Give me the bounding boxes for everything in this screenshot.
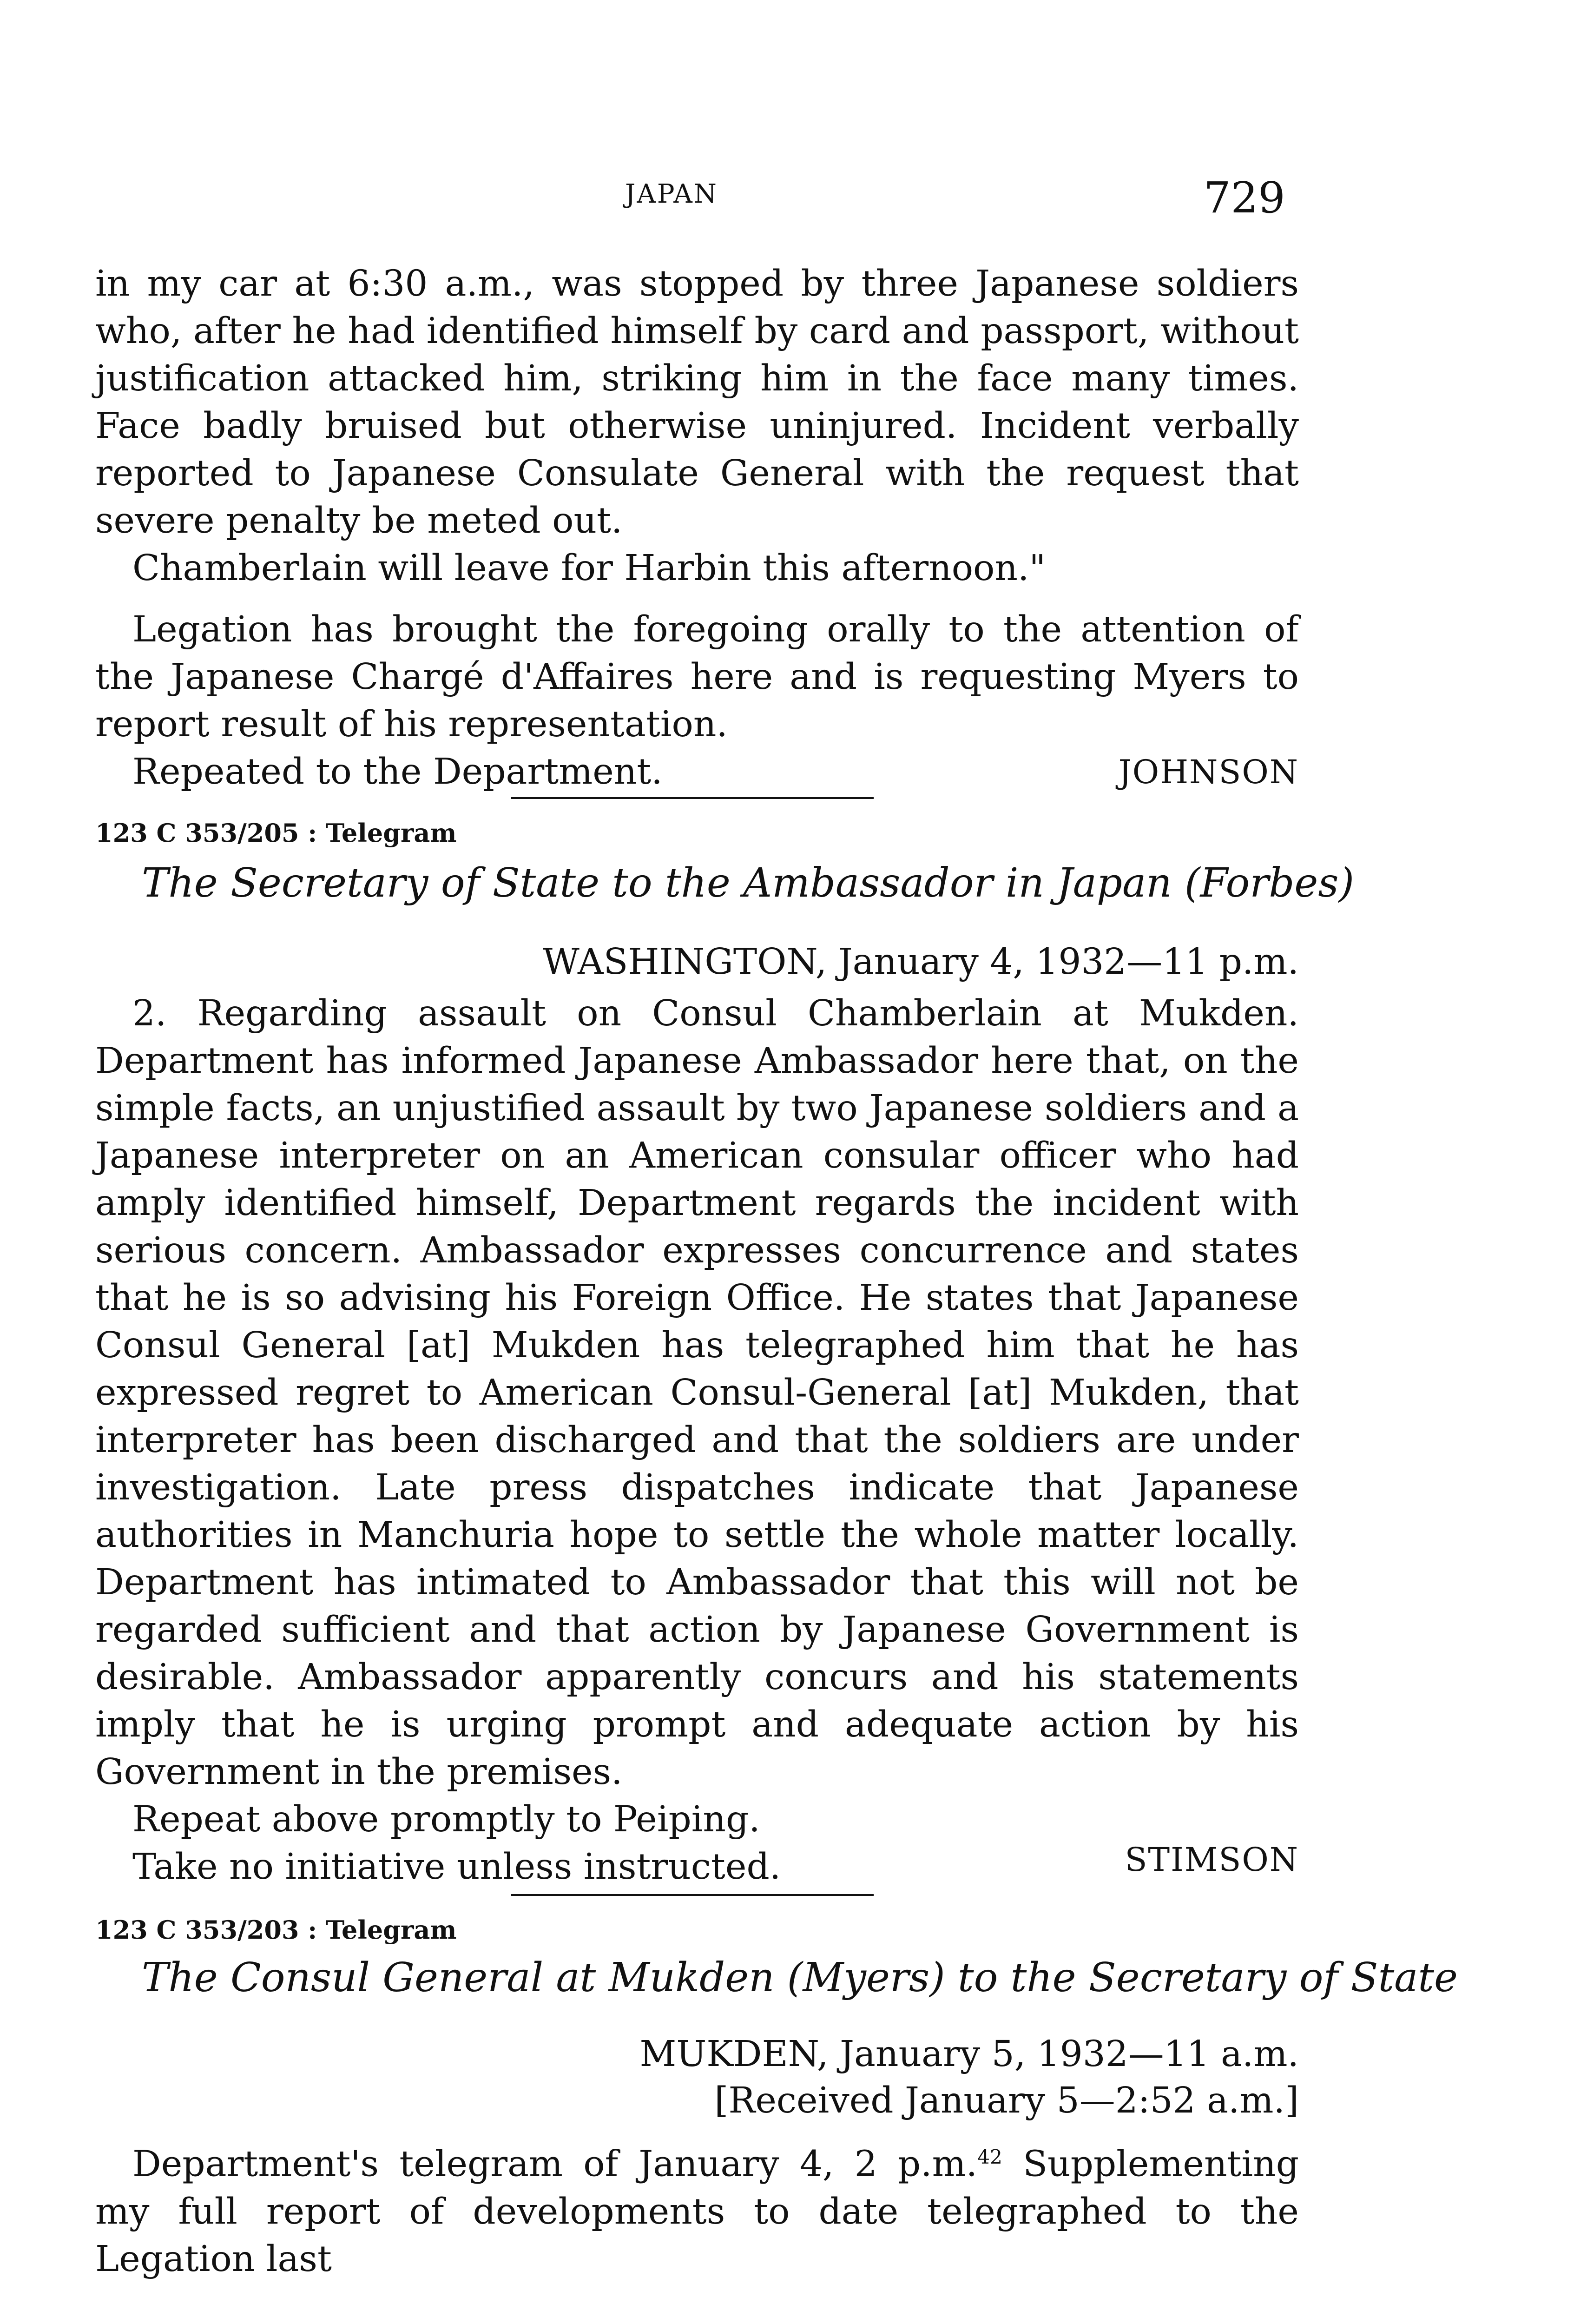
paragraph: Chamberlain will leave for Harbin this afternoon." (132, 548, 1046, 589)
dateline: WASHINGTON, January 4, 1932—11 p.m. (542, 941, 1299, 983)
received-note: [Received January 5—2:52 a.m.] (714, 2080, 1299, 2121)
document-heading: The Consul General at Mukden (Myers) to the Secretary of State (142, 1954, 1458, 2001)
telegram-body (95, 2133, 1299, 2283)
paragraph: Repeat above promptly to Peiping. (132, 1799, 760, 1840)
running-header: JAPAN (625, 179, 718, 209)
signature-stimson: STIMSON (1125, 1841, 1299, 1879)
dateline: MUKDEN, January 5, 1932—11 a.m. (639, 2034, 1299, 2075)
paragraph: 2. Regarding assault on Consul Chamberlain at Mukden. Department has informed Japanese Ambassador here that, on the simple facts, an unjustified assault by two Japanese soldiers and a Japanese interpreter on an American consular officer who had amply identified himself, Department regards the incident with serious concern. Ambassador expresses concurrence and states that he is so advising his Foreign Office. He states that Japanese Consul General [at] Mukden has telegraphed him that he has expressed regret to American Consul-General [at] Mukden, that interpreter has been discharged and that the soldiers are under investigation. Late press dispatches indicate that Japanese authorities in Manchuria hope to settle the whole matter locally. Department has intimated to Ambassador that this will not be regarded sufficient and that action by Japanese Government is desirable. Ambassador apparently concurs and his statements imply that he is urging prompt and adequate action by his Government in the premises. (95, 993, 1299, 1793)
paragraph: Repeated to the Department. (132, 751, 663, 792)
paragraph: Take no initiative unless instructed. (132, 1846, 781, 1888)
file-reference: 123 C 353/205 : Telegram (95, 818, 457, 848)
paragraph: in my car at 6:30 a.m., was stopped by three Japanese soldiers who, after he had identified himself by card and passport, without justification attacked him, striking him in the face many times. Face badly bruised but otherwise uninjured. Incident verbally reported to Japanese Consulate General with the request that severe penalty be meted out. (95, 263, 1299, 541)
paragraph: Legation has brought the foregoing orally to the attention of the Japanese Chargé d'Affaires here and is requesting Myers to report result of his representation. (95, 609, 1299, 745)
paragraph: Department's telegram of January 4, 2 p.m.$^{42}$ Supplementing my full report of developments to date telegraphed to the Legation last (95, 2143, 1299, 2280)
telegram-body (95, 990, 1299, 1891)
footnote-reference: 42 (977, 2146, 1002, 2168)
section-divider (511, 1894, 874, 1896)
signature-johnson: JOHNSON (1118, 753, 1299, 791)
page-number: 729 (1204, 173, 1285, 223)
document-heading: The Secretary of State to the Ambassador in Japan (Forbes) (142, 860, 1355, 906)
continued-telegram-text (95, 260, 1299, 796)
file-reference: 123 C 353/203 : Telegram (95, 1915, 457, 1945)
section-divider (511, 797, 874, 799)
